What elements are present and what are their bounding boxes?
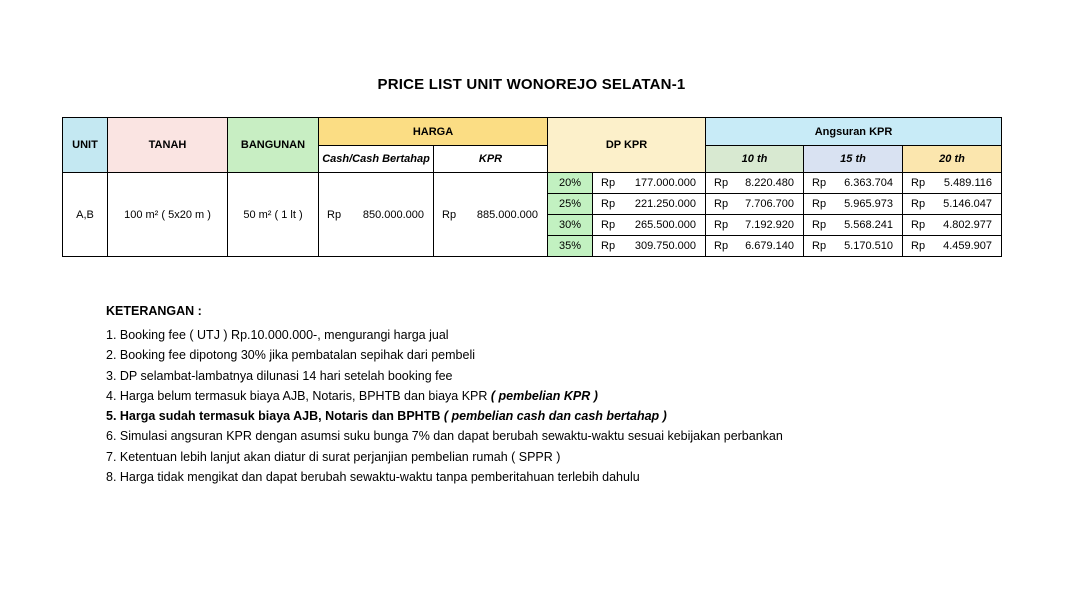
note-text: 8. Harga tidak mengikat dan dapat berubah sewaktu-waktu tanpa pemberitahuan terlebih dahulu <box>106 470 640 485</box>
price-table <box>62 117 1002 257</box>
note-text: 5. Harga sudah termasuk biaya AJB, Notaris dan BPHTB <box>106 409 444 424</box>
dp-amount-value: 265.500.000 <box>634 219 696 231</box>
bangunan-cell: 50 m² ( 1 lt ) <box>228 173 319 257</box>
table-header-row-1 <box>63 118 1002 146</box>
angsuran-20th-cell <box>903 173 1002 194</box>
notes-heading: KETERANGAN : <box>106 304 202 318</box>
angsuran-10th-value: 6.679.140 <box>745 240 794 252</box>
currency-label: Rp <box>714 177 729 189</box>
note-text: 4. Harga belum termasuk biaya AJB, Notaris, BPHTB dan biaya KPR <box>106 388 491 403</box>
angsuran-10th-cell <box>706 194 804 215</box>
col-header-cash: Cash/Cash Bertahap <box>319 146 434 173</box>
col-header-unit: UNIT <box>63 118 108 173</box>
dp-amount-cell <box>593 236 706 257</box>
col-header-tanah: TANAH <box>108 118 228 173</box>
currency-label: Rp <box>911 219 926 231</box>
dp-percent-cell: 35% <box>548 236 593 257</box>
note-text: 6. Simulasi angsuran KPR dengan asumsi suku bunga 7% dan dapat berubah sewaktu-waktu sesuai kebijakan perbankan <box>106 429 783 444</box>
currency-label: Rp <box>714 198 729 210</box>
angsuran-10th-value: 7.192.920 <box>745 219 794 231</box>
angsuran-15th-cell <box>804 173 903 194</box>
angsuran-20th-value: 5.146.047 <box>943 198 993 210</box>
currency-label: Rp <box>911 198 926 210</box>
currency-label: Rp <box>601 177 616 189</box>
angsuran-20th-value: 5.489.116 <box>943 177 993 189</box>
harga-kpr-value: 885.000.000 <box>476 208 538 221</box>
angsuran-15th-cell <box>804 194 903 215</box>
col-header-10th: 10 th <box>706 146 804 173</box>
currency-label: Rp <box>601 219 616 231</box>
dp-amount-cell <box>593 194 706 215</box>
col-header-angsuran-kpr: Angsuran KPR <box>706 118 1002 146</box>
dp-percent-cell: 25% <box>548 194 593 215</box>
col-header-bangunan: BANGUNAN <box>228 118 319 173</box>
note-line-8 <box>106 467 783 487</box>
currency-label: Rp <box>812 198 827 210</box>
angsuran-20th-value: 4.802.977 <box>943 219 993 231</box>
angsuran-10th-value: 8.220.480 <box>745 177 794 189</box>
currency-label: Rp <box>911 240 926 252</box>
currency-label: Rp <box>327 208 342 221</box>
col-header-dp-kpr: DP KPR <box>548 118 706 173</box>
angsuran-20th-cell <box>903 194 1002 215</box>
angsuran-10th-cell <box>706 173 804 194</box>
note-line-5 <box>106 406 783 426</box>
currency-label: Rp <box>812 240 827 252</box>
angsuran-15th-value: 5.568.241 <box>844 219 893 231</box>
col-header-harga: HARGA <box>319 118 548 146</box>
col-header-15th: 15 th <box>804 146 903 173</box>
note-line-2 <box>106 345 783 365</box>
currency-label: Rp <box>601 198 616 210</box>
col-header-20th: 20 th <box>903 146 1002 173</box>
dp-percent-cell: 20% <box>548 173 593 194</box>
table-row <box>63 173 1002 194</box>
note-emphasis: ( pembelian cash dan cash bertahap ) <box>443 409 667 424</box>
note-line-1 <box>106 325 783 345</box>
note-line-7 <box>106 447 783 467</box>
angsuran-15th-value: 6.363.704 <box>844 177 893 189</box>
note-line-3 <box>106 366 783 386</box>
dp-amount-value: 309.750.000 <box>634 240 696 252</box>
currency-label: Rp <box>442 208 457 221</box>
angsuran-10th-cell <box>706 236 804 257</box>
harga-kpr-cell <box>434 173 548 257</box>
angsuran-15th-cell <box>804 236 903 257</box>
notes-section <box>106 304 783 487</box>
dp-percent-cell: 30% <box>548 215 593 236</box>
angsuran-15th-value: 5.170.510 <box>844 240 893 252</box>
note-text: 1. Booking fee ( UTJ ) Rp.10.000.000-, mengurangi harga jual <box>106 328 449 342</box>
angsuran-10th-value: 7.706.700 <box>745 198 794 210</box>
angsuran-15th-value: 5.965.973 <box>844 198 893 210</box>
page-title: PRICE LIST UNIT WONOREJO SELATAN-1 <box>377 76 686 93</box>
angsuran-10th-cell <box>706 215 804 236</box>
currency-label: Rp <box>911 177 926 189</box>
angsuran-20th-cell <box>903 215 1002 236</box>
note-line-6 <box>106 426 783 446</box>
harga-cash-cell <box>319 173 434 257</box>
angsuran-20th-cell <box>903 236 1002 257</box>
currency-label: Rp <box>714 219 729 231</box>
dp-amount-cell <box>593 173 706 194</box>
angsuran-20th-value: 4.459.907 <box>943 240 993 252</box>
angsuran-15th-cell <box>804 215 903 236</box>
tanah-cell: 100 m² ( 5x20 m ) <box>108 173 228 257</box>
dp-amount-value: 221.250.000 <box>634 198 696 210</box>
note-text: 3. DP selambat-lambatnya dilunasi 14 hari setelah booking fee <box>106 368 453 383</box>
harga-cash-value: 850.000.000 <box>362 208 424 221</box>
unit-cell: A,B <box>63 173 108 257</box>
dp-amount-value: 177.000.000 <box>634 177 696 189</box>
currency-label: Rp <box>812 219 827 231</box>
currency-label: Rp <box>601 240 616 252</box>
note-line-4 <box>106 386 783 406</box>
note-emphasis: ( pembelian KPR ) <box>490 388 598 403</box>
note-text: 2. Booking fee dipotong 30% jika pembatalan sepihak dari pembeli <box>106 348 475 363</box>
currency-label: Rp <box>714 240 729 252</box>
col-header-kpr: KPR <box>434 146 548 173</box>
dp-amount-cell <box>593 215 706 236</box>
note-text: 7. Ketentuan lebih lanjut akan diatur di surat perjanjian pembelian rumah ( SPPR ) <box>106 449 561 464</box>
currency-label: Rp <box>812 177 827 189</box>
